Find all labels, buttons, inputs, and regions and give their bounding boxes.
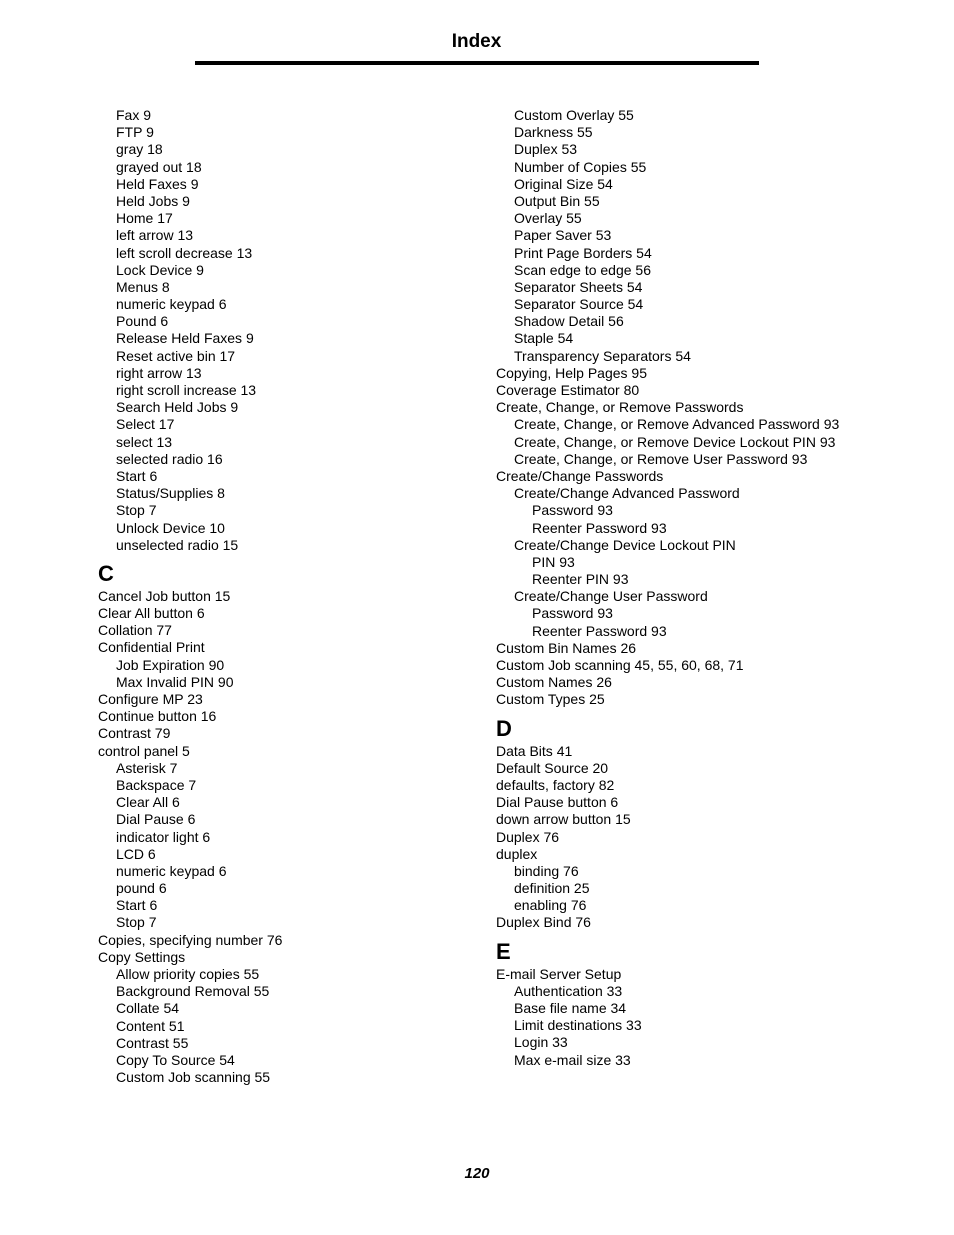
index-subentry: Paper Saver 53 [514,227,612,244]
index-entry: Duplex Bind 76 [496,914,591,931]
index-subentry: Create/Change User Password [514,588,708,605]
index-entry: Data Bits 41 [496,742,573,759]
index-subentry: Menus 8 [116,278,170,295]
index-subentry: Custom Overlay 55 [514,107,634,123]
index-subentry: Asterisk 7 [116,759,178,776]
index-subentry: Print Page Borders 54 [514,244,652,261]
index-entry: Configure MP 23 [98,691,203,707]
index-subentry: Reenter PIN 93 [532,571,629,588]
index-subentry: Create/Change Device Lockout PIN [514,536,736,553]
index-subentry: Reenter Password 93 [532,622,667,639]
index-subentry: Original Size 54 [514,175,613,192]
index-subentry: Output Bin 55 [514,192,600,209]
index-subentry: Authentication 33 [514,982,623,999]
index-entry: Custom Job scanning 45, 55, 60, 68, 71 [496,657,744,673]
index-subentry: Reset active bin 17 [116,347,236,364]
index-subentry: Base file name 34 [514,1000,627,1016]
index-entry: Copy Settings [98,948,186,965]
index-entry: Coverage Estimator 80 [496,382,640,398]
index-subentry: Transparency Separators 54 [514,347,691,364]
index-subentry: Copy To Source 54 [116,1051,235,1068]
index-subentry: Job Expiration 90 [116,656,225,673]
index-subentry: Max Invalid PIN 90 [116,673,234,690]
index-entry: Custom Bin Names 26 [496,639,637,656]
index-subentry: Held Faxes 9 [116,175,199,192]
index-entry: Custom Names 26 [496,674,612,691]
index-subentry: Number of Copies 55 [514,158,647,175]
index-subentry: Create, Change, or Remove Advanced Password 93 [514,416,840,433]
index-subentry: pound 6 [116,880,167,897]
index-entry: duplex [496,845,538,862]
index-subentry: Separator Source 54 [514,296,644,313]
index-subentry: Pound 6 [116,313,169,330]
index-subentry: binding 76 [514,862,579,879]
index-subentry: numeric keypad 6 [116,296,227,313]
index-subentry: Background Removal 55 [116,983,270,1000]
index-subentry: Shadow Detail 56 [514,313,624,330]
index-entry: Copies, specifying number 76 [98,931,283,948]
index-subentry: Unlock Device 10 [116,519,225,536]
index-subentry: Login 33 [514,1034,568,1051]
index-section-letter: D [496,715,512,741]
index-subentry: Fax 9 [116,107,152,123]
index-subentry: definition 25 [514,880,590,897]
index-subentry: Release Held Faxes 9 [116,330,254,347]
index-subentry: right scroll increase 13 [116,382,257,398]
index-subentry: Custom Job scanning 55 [116,1069,271,1086]
index-entry: control panel 5 [98,742,190,759]
index-subentry: PIN 93 [532,553,575,570]
index-entry: Contrast 79 [98,725,171,742]
index-subentry: Home 17 [116,210,173,227]
index-subentry: Reenter Password 93 [532,519,667,536]
header-rule [195,61,759,65]
index-entry: Clear All button 6 [98,605,205,622]
index-entry: Create/Change Passwords [496,467,664,484]
index-subentry: Start 6 [116,897,158,914]
index-subentry: gray 18 [116,141,163,158]
index-subentry: Allow priority copies 55 [116,966,260,982]
index-subentry: indicator light 6 [116,828,211,845]
index-subentry: Stop 7 [116,914,157,931]
index-subentry: Password 93 [532,605,613,622]
index-entry: Continue button 16 [98,708,217,725]
index-subentry: Status/Supplies 8 [116,485,225,502]
index-entry: Create, Change, or Remove Passwords [496,399,744,416]
index-subentry: Held Jobs 9 [116,192,190,209]
index-section-letter: C [98,560,114,586]
index-subentry: Duplex 53 [514,141,578,158]
index-subentry: left scroll decrease 13 [116,244,253,261]
index-subentry: Content 51 [116,1017,185,1034]
index-subentry: Stop 7 [116,502,157,519]
index-subentry: Staple 54 [514,330,574,347]
index-subentry: unselected radio 15 [116,536,239,553]
index-subentry: grayed out 18 [116,158,202,175]
page-number: 120 [464,1165,490,1182]
index-subentry: Scan edge to edge 56 [514,261,652,278]
index-subentry: Lock Device 9 [116,261,204,278]
index-entry: Copying, Help Pages 95 [496,364,647,381]
index-entry: Confidential Print [98,639,205,656]
index-entry: Dial Pause button 6 [496,794,619,811]
index-subentry: Start 6 [116,467,158,484]
index-subentry: Create/Change Advanced Password [514,485,740,502]
index-subentry: Create, Change, or Remove User Password 93 [514,450,808,467]
index-subentry: Password 93 [532,502,613,519]
index-subentry: Contrast 55 [116,1034,189,1051]
index-subentry: Separator Sheets 54 [514,278,643,295]
index-subentry: enabling 76 [514,897,587,914]
index-subentry: Collate 54 [116,1000,180,1017]
index-subentry: Search Held Jobs 9 [116,399,239,416]
index-subentry: Max e-mail size 33 [514,1051,631,1068]
page-header-title: Index [451,31,502,52]
index-entry: Collation 77 [98,622,172,639]
index-subentry: right arrow 13 [116,364,202,381]
index-subentry: Select 17 [116,416,175,433]
index-subentry: Backspace 7 [116,776,197,793]
index-entry: Duplex 76 [496,828,560,845]
index-entry: E-mail Server Setup [496,965,622,982]
index-subentry: select 13 [116,433,173,450]
index-subentry: Clear All 6 [116,794,180,811]
index-entry: defaults, factory 82 [496,776,615,793]
index-column-left [98,107,468,1086]
index-subentry: FTP 9 [116,124,154,141]
index-entry: down arrow button 15 [496,811,631,828]
index-subentry: Darkness 55 [514,124,593,141]
index-subentry: Create, Change, or Remove Device Lockout PIN 93 [514,433,836,450]
index-subentry: selected radio 16 [116,450,223,467]
index-entry: Cancel Job button 15 [98,587,231,604]
index-entry: Custom Types 25 [496,691,605,708]
index-column-right [496,107,936,1069]
index-entry: Default Source 20 [496,759,609,776]
index-subentry: numeric keypad 6 [116,862,227,879]
index-subentry: left arrow 13 [116,227,194,244]
index-subentry: LCD 6 [116,845,156,862]
index-subentry: Overlay 55 [514,210,582,227]
index-subentry: Limit destinations 33 [514,1017,642,1034]
index-section-letter: E [496,938,511,964]
index-subentry: Dial Pause 6 [116,811,196,828]
